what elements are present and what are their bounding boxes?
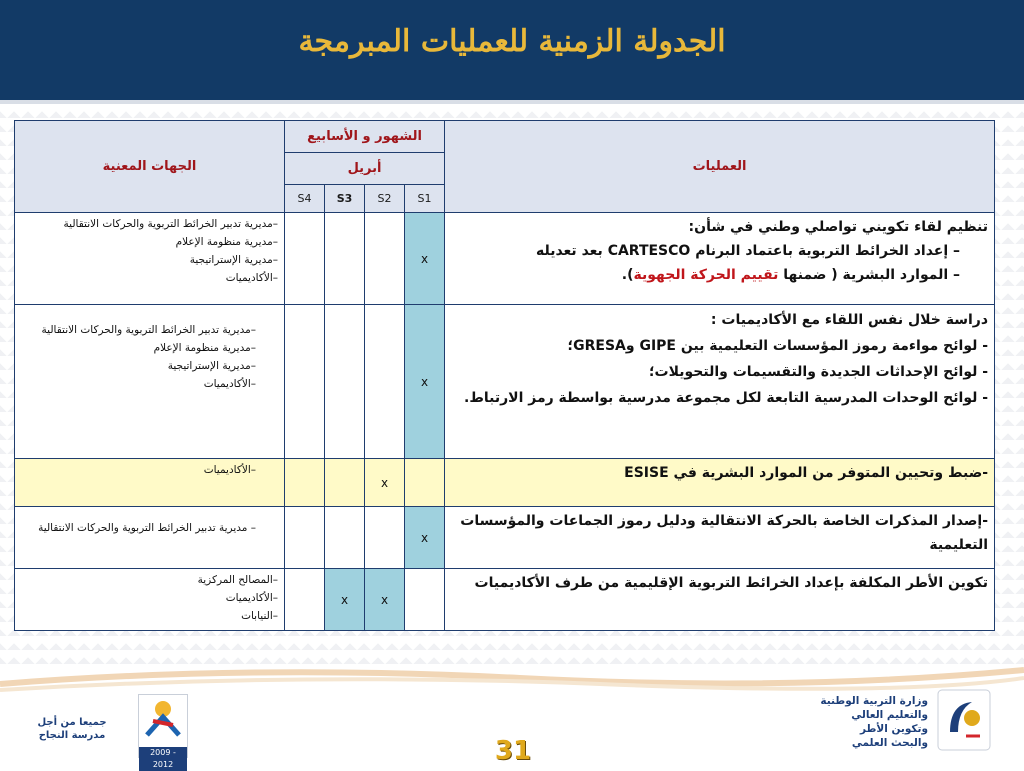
- week-cell-s3: [325, 305, 365, 459]
- entity-item: –مديرية منظومة الإعلام: [175, 236, 278, 248]
- table-row: [15, 507, 995, 569]
- week-cell-s3: [325, 459, 365, 507]
- week-cell-s3: x: [325, 569, 365, 631]
- entity-item: –مديرية تدبير الخرائط التربوية والحركات الانتقالية: [41, 324, 256, 336]
- schedule-table: [14, 120, 995, 631]
- header-week-s4: S4: [285, 185, 325, 213]
- ministry-line: وزارة التربية الوطنية: [820, 695, 928, 707]
- entity-item: –الأكاديميات: [225, 272, 278, 284]
- header-week-s1: S1: [405, 185, 445, 213]
- header-month: أبريل: [285, 153, 445, 185]
- entities-cell: [15, 507, 285, 569]
- table-row: [15, 305, 995, 459]
- week-cell-s2: x: [365, 459, 405, 507]
- entities-cell: [15, 569, 285, 631]
- operation-line: – إعداد الخرائط التربوية باعتماد البرنام CARTESCO بعد تعديله: [535, 243, 961, 259]
- page-title: الجدولة الزمنية للعمليات المبرمجة: [298, 24, 726, 59]
- operation-line: تنظيم لقاء تكويني تواصلي وطني في شأن:: [688, 219, 989, 235]
- entity-item: – مديرية تدبير الخرائط التربوية والحركات الانتقالية: [38, 522, 256, 534]
- operation-line: -ضبط وتحيين المتوفر من الموارد البشرية في ESISE: [624, 465, 989, 481]
- table-row: [15, 213, 995, 305]
- week-cell-s2: [365, 507, 405, 569]
- week-cell-s1: x: [405, 213, 445, 305]
- operation-cell: [445, 569, 995, 631]
- table-row: [15, 459, 995, 507]
- operation-line: -إصدار المذكرات الخاصة بالحركة الانتقالية ودليل رموز الجماعات والمؤسسات التعليمية: [460, 513, 989, 553]
- operation-cell: [445, 305, 995, 459]
- week-cell-s4: [285, 305, 325, 459]
- week-cell-s4: [285, 507, 325, 569]
- success-school-emblem: [138, 694, 188, 769]
- operation-cell: [445, 459, 995, 507]
- slogan-line: مدرسة النجاح: [38, 730, 106, 741]
- week-cell-s2: [365, 305, 405, 459]
- operation-line: دراسة خلال نفس اللقاء مع الأكاديميات :: [710, 312, 989, 328]
- week-cell-s4: [285, 569, 325, 631]
- header-bar: [0, 0, 1024, 104]
- ministry-line: وتكوين الأطر: [859, 723, 928, 735]
- header-months-weeks: الشهور و الأسابيع: [285, 121, 445, 153]
- ministry-logo-icon: [936, 688, 992, 752]
- week-cell-s1: [405, 459, 445, 507]
- ministry-line: والتعليم العالي: [851, 709, 928, 721]
- operation-line: - لوائح الوحدات المدرسية التابعة لكل مجموعة مدرسية بواسطة رمز الارتباط.: [464, 390, 989, 406]
- operation-cell: [445, 213, 995, 305]
- page-number: 31: [494, 736, 532, 766]
- week-cell-s1: x: [405, 305, 445, 459]
- header-week-s3: S3: [325, 185, 365, 213]
- header-week-s2: S2: [365, 185, 405, 213]
- ministry-line: والبحث العلمي: [851, 737, 928, 749]
- week-cell-s2: x: [365, 569, 405, 631]
- decorative-band: [0, 664, 1024, 694]
- week-cell-s4: [285, 459, 325, 507]
- entity-item: –مديرية منظومة الإعلام: [153, 342, 256, 354]
- entities-cell: [15, 305, 285, 459]
- week-cell-s4: [285, 213, 325, 305]
- entity-item: –النيابات: [241, 610, 278, 622]
- operation-line: – الموارد البشرية ( ضمنها تقييم الحركة الجهوية).: [621, 267, 961, 283]
- entity-item: –الأكاديميات: [203, 464, 256, 476]
- operation-line: - لوائح مواءمة رموز المؤسسات التعليمية بين GIPE وGRESA؛: [567, 338, 989, 354]
- week-cell-s3: [325, 507, 365, 569]
- operation-highlight: تقييم الحركة الجهوية: [633, 267, 779, 283]
- header-operations: العمليات: [445, 121, 995, 213]
- entities-cell: [15, 459, 285, 507]
- week-cell-s1: x: [405, 507, 445, 569]
- ministry-name: [758, 694, 928, 750]
- entity-item: –مديرية تدبير الخرائط التربوية والحركات الانتقالية: [63, 218, 278, 230]
- week-cell-s2: [365, 213, 405, 305]
- entity-item: –مديرية الإستراتيجية: [189, 254, 278, 266]
- slogan: [32, 716, 112, 742]
- entity-item: –المصالح المركزية: [197, 574, 278, 586]
- table-row: [15, 569, 995, 631]
- slogan-line: جميعا من أجل: [37, 717, 107, 728]
- header-entities: الجهات المعنية: [15, 121, 285, 213]
- emblem-years: 2009 - 2012: [139, 747, 187, 771]
- star-figure-icon: [139, 695, 187, 743]
- week-cell-s3: [325, 213, 365, 305]
- entities-cell: [15, 213, 285, 305]
- operation-cell: [445, 507, 995, 569]
- entity-item: –الأكاديميات: [203, 378, 256, 390]
- entity-item: –الأكاديميات: [225, 592, 278, 604]
- operation-line: - لوائح الإحداثات الجديدة والتقسيمات والتحويلات؛: [648, 364, 989, 380]
- entity-item: –مديرية الإستراتيجية: [167, 360, 256, 372]
- operation-line: تكوين الأطر المكلفة بإعداد الخرائط التربوية الإقليمية من طرف الأكاديميات: [474, 575, 989, 591]
- week-cell-s1: [405, 569, 445, 631]
